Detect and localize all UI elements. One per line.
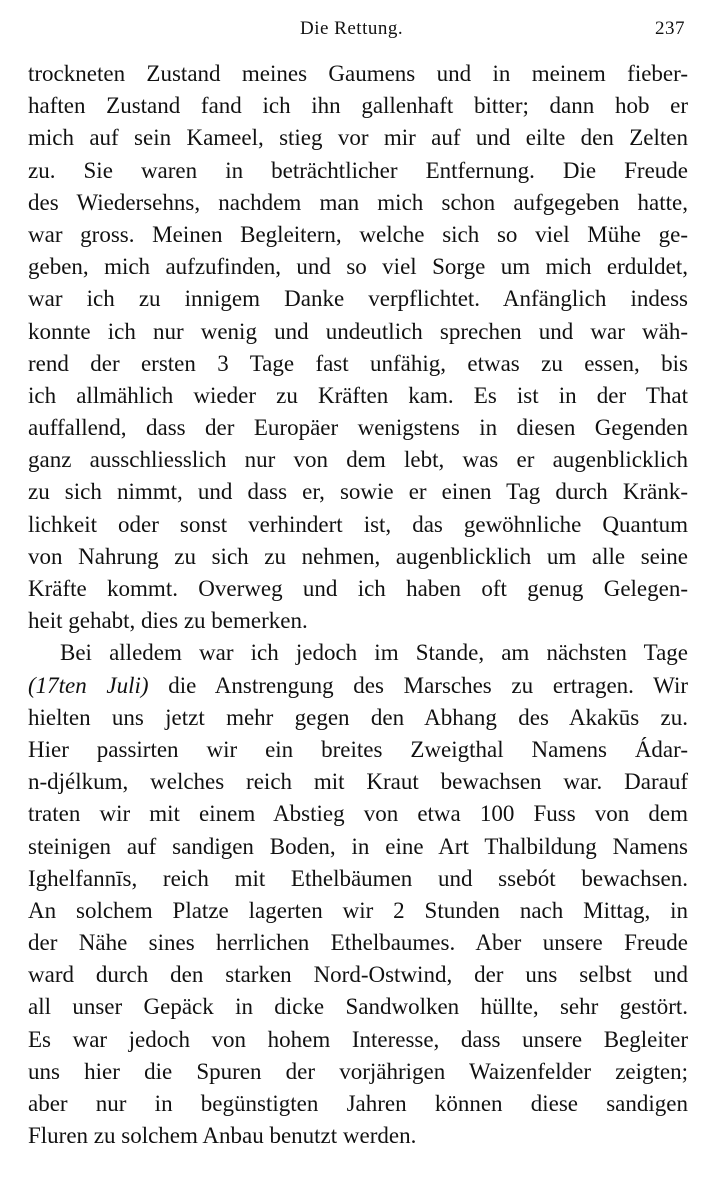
text-line: ganz ausschliesslich nur von dem lebt, was er augenblicklich [28, 447, 688, 473]
page-number: 237 [655, 18, 685, 39]
text-line: Hier passirten wir ein breites Zweigthal Namens Ádar- [28, 736, 688, 762]
text-line [28, 670, 688, 702]
text-line: n-djélkum, welches reich mit Kraut bewachsen war. Darauf [28, 769, 688, 795]
text-line: traten wir mit einem Abstieg von etwa 100 Fuss von dem [28, 801, 688, 827]
text-line: des Wiedersehns, nachdem man mich schon aufgegeben hatte, [28, 189, 688, 215]
running-title: Die Rettung. [300, 18, 404, 39]
body-text [28, 58, 688, 1152]
text-line: aber nur in begünstigten Jahren können diese sandigen [28, 1091, 688, 1116]
text-line: heit gehabt, dies zu bemerken. [28, 608, 308, 634]
text-line: Fluren zu solchem Anbau benutzt werden. [28, 1123, 417, 1149]
text-line: zu sich nimmt, und dass er, sowie er einen Tag durch Kränk- [28, 479, 688, 505]
text-line: Bei alledem war ich jedoch im Stande, am nächsten Tage [60, 640, 688, 666]
text-line: Es war jedoch von hohem Interesse, dass unsere Begleiter [28, 1026, 688, 1052]
text-line: ward durch den starken Nord-Ostwind, der uns selbst und [28, 962, 688, 988]
text-line: trockneten Zustand meines Gaumens und in meinem fieber- [28, 61, 688, 86]
running-head [0, 18, 721, 46]
text-line: Ighelfannīs, reich mit Ethelbäumen und ssebót bewachsen. [28, 865, 688, 891]
text-line: geben, mich aufzufinden, und so viel Sorge um mich erduldet, [28, 254, 688, 280]
text-line: war ich zu innigem Danke verpflichtet. Anfänglich indess [28, 286, 688, 312]
paragraph-2 [28, 637, 688, 1152]
text-line: An solchem Platze lagerten wir 2 Stunden nach Mittag, in [28, 897, 688, 923]
text-line: mich auf sein Kameel, stieg vor mir auf und eilte den Zelten [28, 125, 688, 151]
text-line-rest: die Anstrengung des Marsches zu ertragen. Wir [168, 672, 689, 698]
text-line: uns hier die Spuren der vorjährigen Waizenfelder zeigten; [28, 1058, 688, 1084]
text-line: haften Zustand fand ich ihn gallenhaft bitter; dann hob er [28, 93, 688, 119]
text-line: ich allmählich wieder zu Kräften kam. Es ist in der That [28, 382, 688, 408]
text-line: auffallend, dass der Europäer wenigstens in diesen Gegenden [28, 415, 688, 441]
text-line: war gross. Meinen Begleitern, welche sich so viel Mühe ge- [28, 221, 688, 247]
text-line: Kräfte kommt. Overweg und ich haben oft genug Gelegen- [28, 576, 688, 601]
text-line: all unser Gepäck in dicke Sandwolken hüllte, sehr gestört. [28, 994, 688, 1020]
paragraph-1 [28, 58, 688, 637]
text-line: rend der ersten 3 Tage fast unfähig, etwas zu essen, bis [28, 350, 688, 376]
text-line: konnte ich nur wenig und undeutlich sprechen und war wäh- [28, 318, 688, 344]
text-line: steinigen auf sandigen Boden, in eine Art Thalbildung Namens [28, 833, 688, 859]
text-line: von Nahrung zu sich zu nehmen, augenblicklich um alle seine [28, 543, 688, 569]
text-line: zu. Sie waren in beträchtlicher Entfernung. Die Freude [28, 157, 688, 183]
date-note: (17ten Juli) [28, 672, 149, 698]
text-line: lichkeit oder sonst verhindert ist, das gewöhnliche Quantum [28, 511, 688, 537]
text-line: hielten uns jetzt mehr gegen den Abhang des Akakūs zu. [28, 704, 688, 730]
text-line: der Nähe sines herrlichen Ethelbaumes. Aber unsere Freude [28, 930, 688, 956]
